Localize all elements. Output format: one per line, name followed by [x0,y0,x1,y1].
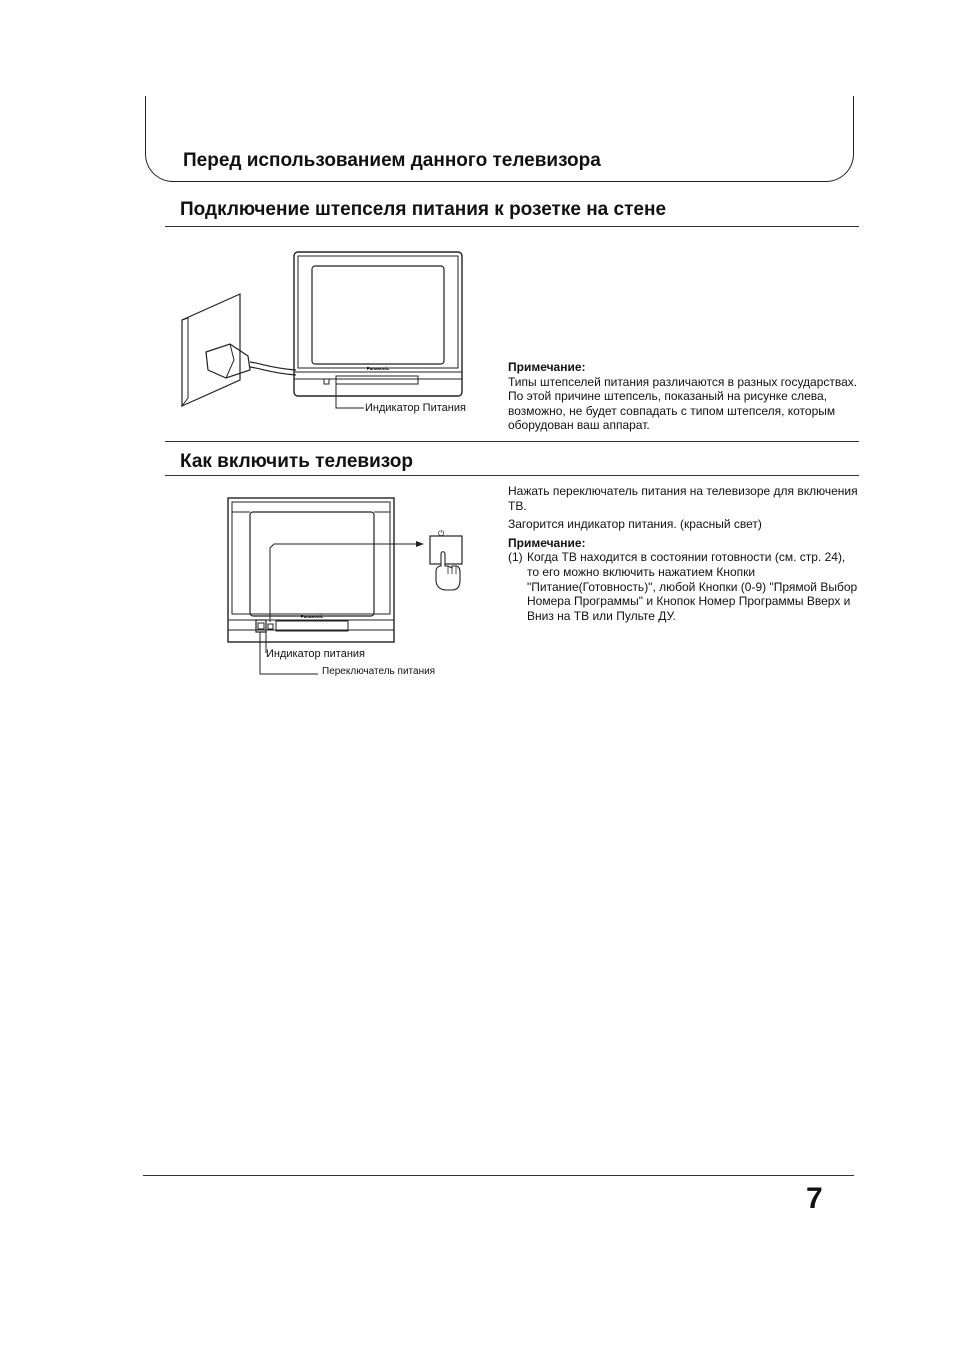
power-on-text [508,484,860,623]
note-item [508,550,860,623]
brand-logo-2: Panasonic [300,614,324,619]
brand-logo-1: Panasonic [366,366,390,371]
label-power-indicator-1: Индикатор Питания [365,402,466,414]
label-power-indicator-2: Индикатор питания [266,648,365,660]
section-rule-under-heading [165,475,859,476]
note-title: Примечание: [508,360,586,374]
note-title-2: Примечание: [508,535,586,550]
note-plug-types [508,360,860,433]
indicator-text: Загорится индикатор питания. (красный свет) [508,517,762,532]
section-heading-power-on: Как включить телевизор [180,451,413,472]
note-item-number: (1) [508,550,523,565]
label-power-switch: Переключатель питания [322,666,436,677]
tv-power-illustration [226,496,466,681]
power-symbol-icon: ⏻ [438,529,445,538]
footer-rule [143,1175,854,1176]
tv-plug-illustration [178,248,478,420]
section-heading-plug: Подключение штепселя питания к розетке на стене [180,199,667,220]
page-number: 7 [806,1182,823,1215]
note-item-text: Когда ТВ находится в состоянии готовности (см. стр. 24), то его можно включить нажатием Кнопки "Питание(Готовность)", любой Кнопки (0-9) "Прямой Выбор Номера Программы" и Кнопок Номер Программы Вверх и Вниз на ТВ или Пульте ДУ. [527,550,858,623]
note-text: Типы штепселей питания различаются в разных государствах. По этой причине штепсель, показаный на рисунке слева, возможно, не будет совпадать с типом штепселя, которым оборудован ваш аппарат. [508,374,858,433]
instruction-text: Нажать переключатель питания на телевизоре для включения ТВ. [508,484,858,513]
section-rule-divider [165,441,859,442]
section-rule-top [165,226,859,227]
page-header-title: Перед использованием данного телевизора [183,150,601,171]
